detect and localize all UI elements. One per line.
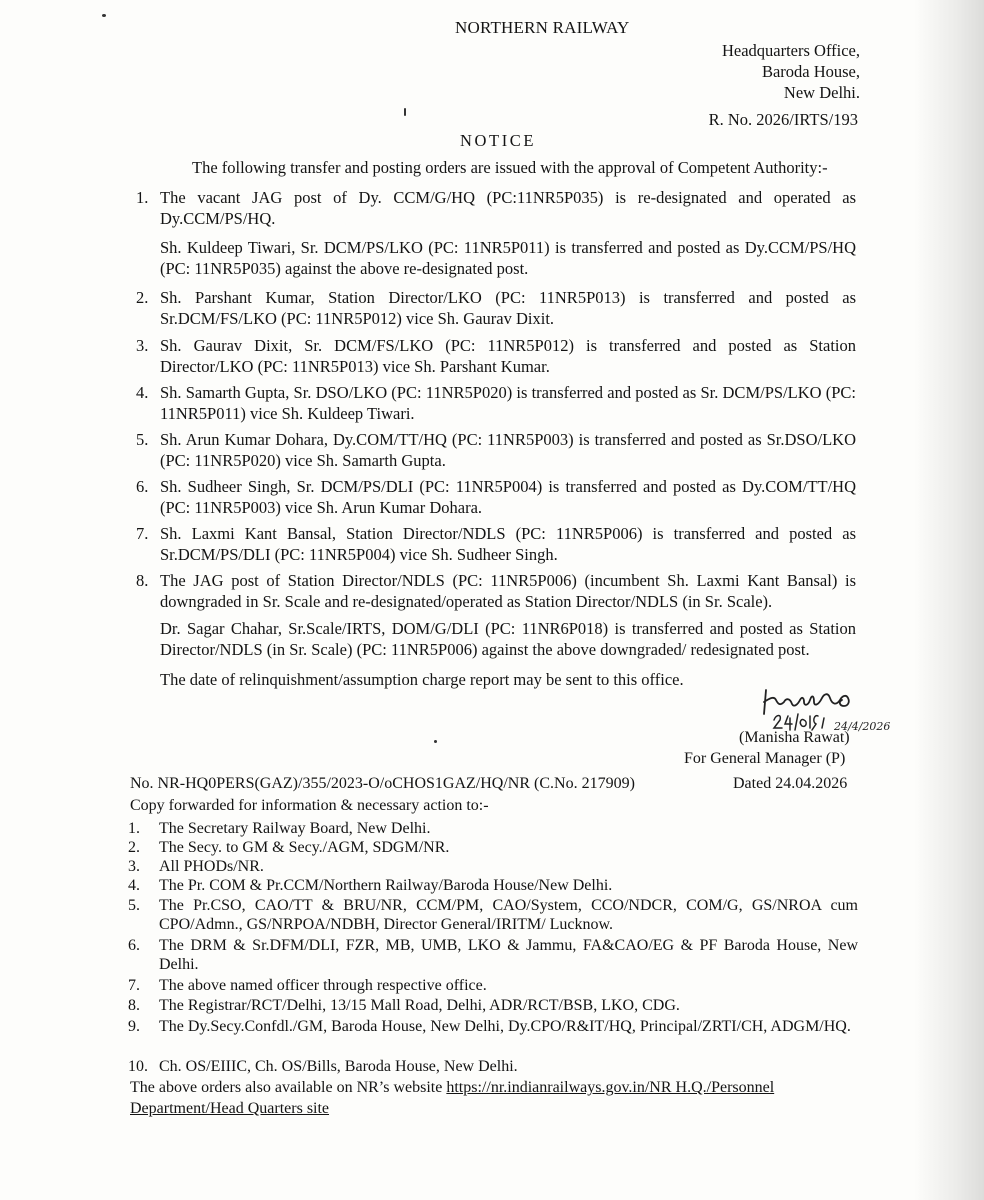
copy-list-item (128, 976, 858, 995)
copy-list-item (128, 996, 858, 1015)
copy-number: 4. (128, 877, 140, 894)
scan-speck (404, 108, 406, 116)
copy-list-item (128, 876, 858, 895)
notice-heading: NOTICE (460, 131, 537, 150)
order-text: Sh. Laxmi Kant Bansal, Station Director/NDLS (PC: 11NR5P006) is transferred and posted as Sr.DCM/PS/DLI (PC: 11NR5P004) vice Sh. Sudheer Singh. (160, 524, 856, 564)
closing-paragraph: The date of relinquishment/assumption charge report may be sent to this office. (160, 670, 684, 689)
address-line: New Delhi. (783, 83, 860, 102)
order-number: 4. (136, 383, 149, 402)
signature-date-text: 24/4/2026 (834, 720, 891, 733)
website-note (130, 1077, 850, 1119)
handwritten-signature (752, 684, 891, 734)
copy-number: 5. (128, 897, 140, 914)
scan-speck (434, 740, 437, 743)
order-number: 5. (136, 430, 149, 449)
address-line: Baroda House, (761, 62, 860, 81)
copy-list-item (128, 1017, 858, 1036)
copy-list-item (128, 936, 858, 974)
order-text: The JAG post of Station Director/NDLS (PC: 11NR5P006) (incumbent Sh. Laxmi Kant Bansal) is downgraded in Sr. Scale and re-designated/operated as Station Director/NDLS (in Sr. Scale). (160, 571, 856, 611)
order-number: 1. (136, 188, 149, 207)
order-text: The vacant JAG post of Dy. CCM/G/HQ (PC:11NR5P035) is re-designated and operated as Dy.CCM/PS/HQ. (160, 188, 856, 228)
copy-text: The Secy. to GM & Secy./AGM, SDGM/NR. (159, 839, 450, 856)
address-line: Headquarters Office, (721, 41, 860, 60)
copy-number: 3. (128, 858, 140, 875)
copy-text: The Pr. COM & Pr.CCM/Northern Railway/Baroda House/New Delhi. (159, 877, 613, 894)
copy-number: 2. (128, 839, 140, 856)
copy-list-item (128, 857, 858, 876)
order-number: 7. (136, 524, 149, 543)
reference-number: R. No. 2026/IRTS/193 (708, 110, 858, 129)
order-sub-paragraph: Sh. Kuldeep Tiwari, Sr. DCM/PS/LKO (PC: 11NR5P011) is transferred and posted as Dy.CCM/PS/HQ (PC: 11NR5P035) against the above re-designated post. (160, 238, 856, 278)
copy-number: 7. (128, 977, 140, 994)
order-sub-paragraph: Dr. Sagar Chahar, Sr.Scale/IRTS, DOM/G/DLI (PC: 11NR6P018) is transferred and posted as Station Director/NDLS (in Sr. Scale) (PC: 11NR5P006) against the above downgraded/ redesignated post. (160, 619, 856, 659)
copy-text: All PHODs/NR. (159, 858, 264, 875)
order-item (136, 187, 856, 229)
copy-text: Ch. OS/EIIIC, Ch. OS/Bills, Baroda House, New Delhi. (159, 1058, 518, 1075)
copy-list-item (128, 1057, 858, 1076)
order-text: Sh. Gaurav Dixit, Sr. DCM/FS/LKO (PC: 11NR5P012) is transferred and posted as Station Director/LKO (PC: 11NR5P013) vice Sh. Parshant Kumar. (160, 336, 856, 376)
copy-list-item (128, 896, 858, 934)
order-item (136, 429, 856, 471)
order-text: Sh. Arun Kumar Dohara, Dy.COM/TT/HQ (PC: 11NR5P003) is transferred and posted as Sr.DSO/LKO (PC: 11NR5P020) vice Sh. Samarth Gupta. (160, 430, 856, 470)
copy-number: 8. (128, 997, 140, 1014)
copy-list-item (128, 838, 858, 857)
copy-number: 6. (128, 937, 140, 954)
website-link[interactable]: https://nr.indianrailways.gov.in/NR H.Q./Personnel Department/Head Quarters site (130, 1079, 775, 1117)
order-item (136, 523, 856, 565)
copy-text: The DRM & Sr.DFM/DLI, FZR, MB, UMB, LKO & Jammu, FA&CAO/EG & PF Baroda House, New Delhi. (159, 937, 858, 973)
copy-text: The Dy.Secy.Confdl./GM, Baroda House, New Delhi, Dy.CPO/R&IT/HQ, Principal/ZRTI/CH, ADGM/HQ. (159, 1018, 851, 1035)
letter-date: Dated 24.04.2026 (733, 775, 848, 792)
copy-list-item (128, 819, 858, 838)
copy-text: The above named officer through respective office. (159, 977, 487, 994)
order-number: 2. (136, 288, 149, 307)
letter-reference: No. NR-HQ0PERS(GAZ)/355/2023-O/oCHOS1GAZ/HQ/NR (C.No. 217909) (130, 775, 635, 792)
order-text: Sh. Samarth Gupta, Sr. DSO/LKO (PC: 11NR5P020) is transferred and posted as Sr. DCM/PS/LKO (PC: 11NR5P011) vice Sh. Kuldeep Tiwari. (160, 383, 856, 423)
scan-speck (102, 14, 106, 17)
copy-text: The Registrar/RCT/Delhi, 13/15 Mall Road, Delhi, ADR/RCT/BSB, LKO, CDG. (159, 997, 680, 1014)
order-number: 8. (136, 571, 149, 590)
order-text: Sh. Sudheer Singh, Sr. DCM/PS/DLI (PC: 11NR5P004) is transferred and posted as Dy.COM/TT/HQ (PC: 11NR5P003) vice Sh. Arun Kumar Dohara. (160, 477, 856, 517)
order-number: 6. (136, 477, 149, 496)
copy-number: 10. (128, 1058, 148, 1075)
copy-text: The Pr.CSO, CAO/TT & BRU/NR, CCM/PM, CAO/System, CCO/NDCR, COM/G, GS/NROA cum CPO/Admn., GS/NRPOA/NDBH, Director General/IRITM/ Lucknow. (159, 897, 858, 933)
copy-number: 1. (128, 820, 140, 837)
order-item (136, 287, 856, 329)
organization-title: NORTHERN RAILWAY (455, 18, 630, 37)
copy-forwarded-heading: Copy forwarded for information & necessary action to:- (130, 797, 489, 814)
order-text: Sh. Parshant Kumar, Station Director/LKO (PC: 11NR5P013) is transferred and posted as Sr.DCM/FS/LKO (PC: 11NR5P012) vice Sh. Gaurav Dixit. (160, 288, 856, 328)
copy-number: 9. (128, 1018, 140, 1035)
intro-paragraph: The following transfer and posting orders are issued with the approval of Competent Authority:- (192, 158, 828, 177)
order-item (136, 382, 856, 424)
order-item (136, 570, 856, 612)
website-note-text: The above orders also available on NR’s website (130, 1079, 443, 1096)
signatory-name: (Manisha Rawat) (739, 729, 850, 746)
order-number: 3. (136, 336, 149, 355)
copy-text: The Secretary Railway Board, New Delhi. (159, 820, 431, 837)
order-item (136, 335, 856, 377)
office-address (722, 40, 860, 103)
signatory-designation: For General Manager (P) (684, 750, 846, 767)
scan-page-edge (914, 0, 984, 1200)
order-item (136, 476, 856, 518)
